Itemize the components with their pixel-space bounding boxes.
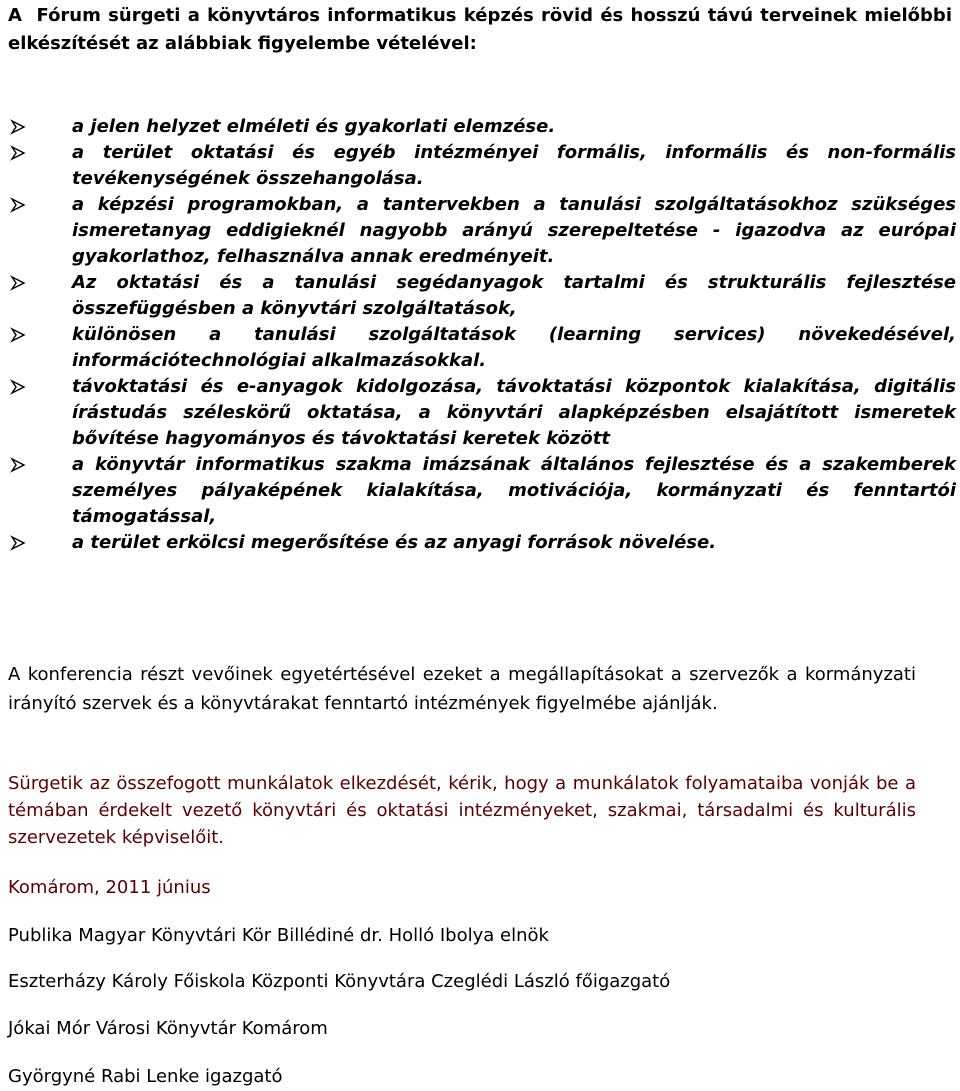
arrow-bullet-icon: [10, 119, 26, 135]
signatory-line: Jókai Mór Városi Könyvtár Komárom: [8, 1018, 328, 1039]
bullet-text: a könyvtár informatikus szakma imázsának általános fejlesztése és a szakemberek személyes pályaképének kialakítása, motivációja, kormányzati és fenntartói támogatással,: [72, 454, 956, 527]
bullet-list: [0, 114, 960, 556]
bullet-text: különösen a tanulási szolgáltatások (learning services) növekedésével, információtechnológiai alkalmazásokkal.: [72, 324, 956, 371]
arrow-bullet-icon: [10, 379, 26, 395]
bullet-text: a jelen helyzet elméleti és gyakorlati elemzése.: [72, 116, 556, 137]
signatory-line: Publika Magyar Könyvtári Kör Billédiné dr. Holló Ibolya elnök: [8, 925, 549, 946]
bullet-text: a terület oktatási és egyéb intézményei formális, informális és non-formális tevékenységének összehangolása.: [72, 142, 956, 189]
bullet-text: a terület erkölcsi megerősítése és az anyagi források növelése.: [72, 532, 717, 553]
list-item: [0, 270, 960, 322]
arrow-bullet-icon: [10, 145, 26, 161]
appeal-paragraph: Sürgetik az összefogott munkálatok elkezdését, kérik, hogy a munkálatok folyamataiba vonják be a témában érdekelt vezető könyvtári és oktatási intézményeket, szakmai, társadalmi és kulturális szervezetek képviselőit.: [8, 773, 916, 848]
list-item: [0, 374, 960, 452]
list-item: [0, 140, 960, 192]
signatory-line: Eszterházy Károly Főiskola Központi Könyvtára Czeglédi László főigazgató: [8, 971, 671, 992]
intro-text: Fórum sürgeti a könyvtáros informatikus képzés rövid és hosszú távú terveinek mielőbbi elkészítését az alábbiak figyelembe vételével:: [8, 5, 952, 54]
intro-paragraph: [8, 2, 952, 58]
list-item: [0, 452, 960, 530]
bullet-text: távoktatási és e-anyagok kidolgozása, távoktatási központok kialakítása, digitális írástudás széleskörű oktatása, a könyvtári alapképzésben elsajátított ismeretek bővítése hagyományos és távoktatási keretek között: [72, 376, 956, 449]
arrow-bullet-icon: [10, 197, 26, 213]
bullet-text: a képzési programokban, a tantervekben a tanulási szolgáltatásokhoz szükséges ismeretanyag eddigieknél nagyobb arányú szerepeltetése - igazodva az európai gyakorlathoz, felhasználva annak eredményeit.: [72, 194, 956, 267]
conference-paragraph: A konferencia részt vevőinek egyetértésével ezeket a megállapításokat a szervezők a kormányzati irányító szervek és a könyvtárakat fenntartó intézmények figyelmébe ajánlják.: [8, 664, 916, 714]
list-item: [0, 114, 960, 140]
list-item: [0, 322, 960, 374]
list-item: [0, 530, 960, 556]
list-item: [0, 192, 960, 270]
bullet-text: Az oktatási és a tanulási segédanyagok tartalmi és strukturális fejlesztése összefüggésben a könyvtári szolgáltatások,: [72, 272, 956, 319]
date-line: Komárom, 2011 június: [8, 877, 211, 898]
arrow-bullet-icon: [10, 275, 26, 291]
signatory-line: Györgyné Rabi Lenke igazgató: [8, 1066, 283, 1087]
arrow-bullet-icon: [10, 457, 26, 473]
arrow-bullet-icon: [10, 327, 26, 343]
intro-label: A: [8, 5, 22, 26]
arrow-bullet-icon: [10, 535, 26, 551]
